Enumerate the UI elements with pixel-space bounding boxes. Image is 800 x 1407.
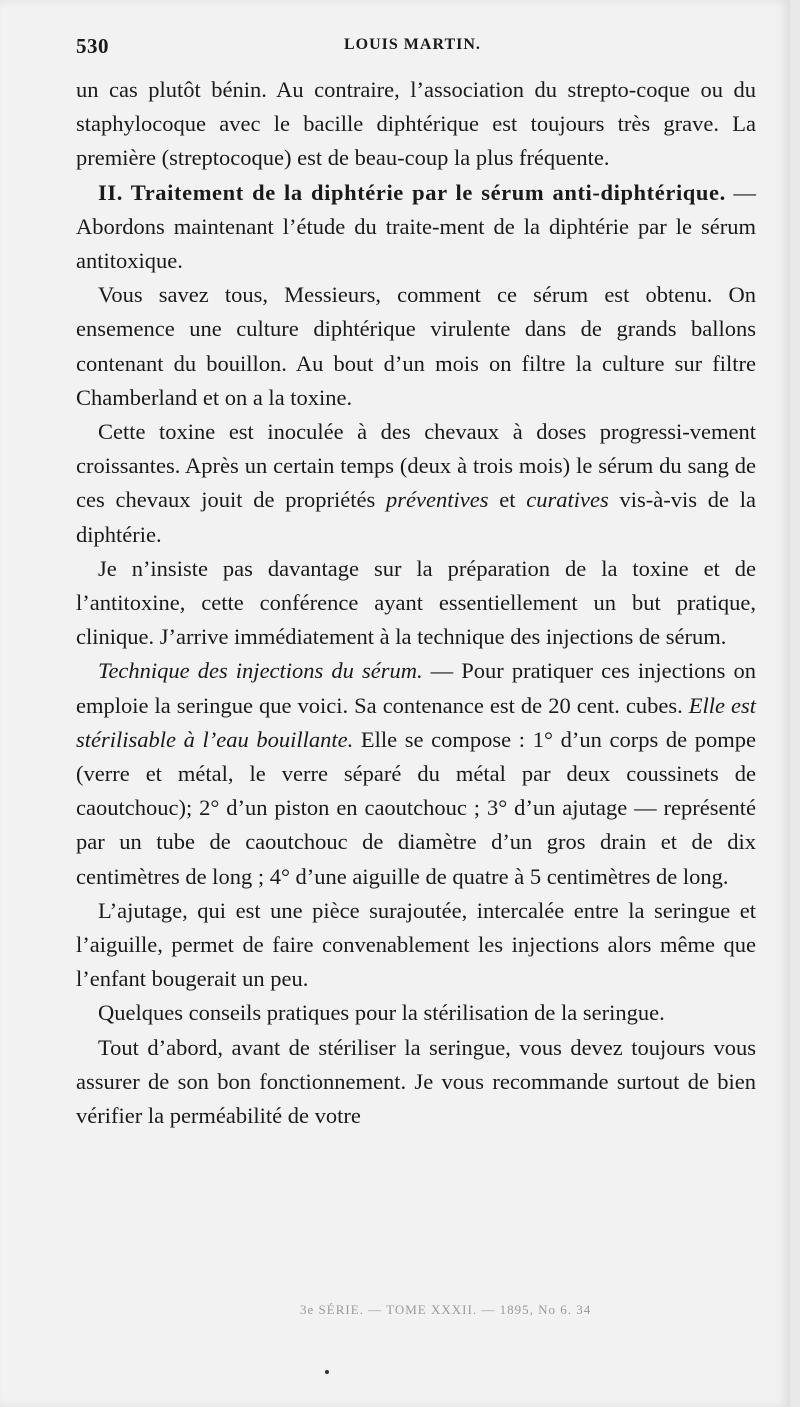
page-footer: 3e SÉRIE. — TOME XXXII. — 1895, No 6. 34 [300,1302,592,1317]
paragraph [76,73,756,176]
body-text [76,73,756,1133]
paragraph [76,552,756,655]
italic-sentence: Elle est stérilisable à l’eau bouillante. [76,692,756,752]
page-header [76,34,756,60]
italic-term: curatives [526,487,609,513]
section-paragraph [76,176,756,279]
paragraph-text: un cas plutôt bénin. Au contraire, l’association du strepto-coque ou du staphylocoque avec le bacille diphtérique est toujours très grave. La première (streptocoque) est de beau-coup la plus fréquente. [76,77,756,171]
paragraph-text: L’ajutage, qui est une pièce surajoutée, intercalée entre la seringue et l’aiguille, permet de faire convenablement les injections alors même que l’enfant bougerait un peu. [76,897,756,992]
paragraph [76,415,756,552]
italic-term: préventives [386,487,489,513]
paragraph-text: Cette toxine est inoculée à des chevaux à doses progressi-vement croissantes. Après un certain temps (deux à trois mois) le sérum du sang de ces chevaux jouit de propriétés [76,419,756,513]
running-title: LOUIS MARTIN. [344,36,481,53]
subsection-paragraph [76,654,756,893]
paragraph [76,1031,756,1134]
section-heading: II. Traitement de la diphtérie par le sérum anti-diphtérique. [98,179,726,205]
paragraph [76,894,756,997]
paragraph [76,278,756,415]
paragraph-text: vis-à-vis de la diphtérie. [76,487,756,547]
ink-speck [325,1370,329,1374]
paragraph-text: Vous savez tous, Messieurs, comment ce sérum est obtenu. On ensemence une culture diphtérique virulente dans de grands ballons contenant du bouillon. Au bout d’un mois on filtre la culture sur filtre Chamberland et on a la toxine. [76,282,756,410]
page-number: 530 [76,34,109,58]
paragraph-text: Elle se compose : 1° d’un corps de pompe (verre et métal, le verre séparé du métal par deux coussinets de caoutchouc); 2° d’un piston en caoutchouc ; 3° d’un ajutage — représenté par un tube de caoutchouc de diamètre d’un gros drain et de dix centimètres de long ; 4° d’une aiguille de quatre à 5 centimètres de long. [76,726,756,889]
paragraph-text: Je n’insiste pas davantage sur la préparation de la toxine et de l’antitoxine, cette conférence ayant essentiellement un but pratique, clinique. J’arrive immédiatement à la technique des injections de sérum. [76,555,756,650]
paragraph-text: — Pour pratiquer ces injections on emploie la seringue que voici. Sa contenance est de 20 cent. cubes. [76,658,756,718]
paragraph-text: Quelques conseils pratiques pour la stérilisation de la seringue. [98,1000,665,1026]
paragraph-text: — Abordons maintenant l’étude du traite-ment de la diphtérie par le sérum antitoxique. [76,179,756,274]
paragraph [76,996,756,1030]
paragraph-text: et [488,487,527,513]
paragraph-text: Tout d’abord, avant de stériliser la seringue, vous devez toujours vous assurer de son bon fonctionnement. Je vous recommande surtout de bien vérifier la perméabilité de votre [76,1034,756,1129]
subsection-heading: Technique des injections du sérum. [98,658,423,684]
